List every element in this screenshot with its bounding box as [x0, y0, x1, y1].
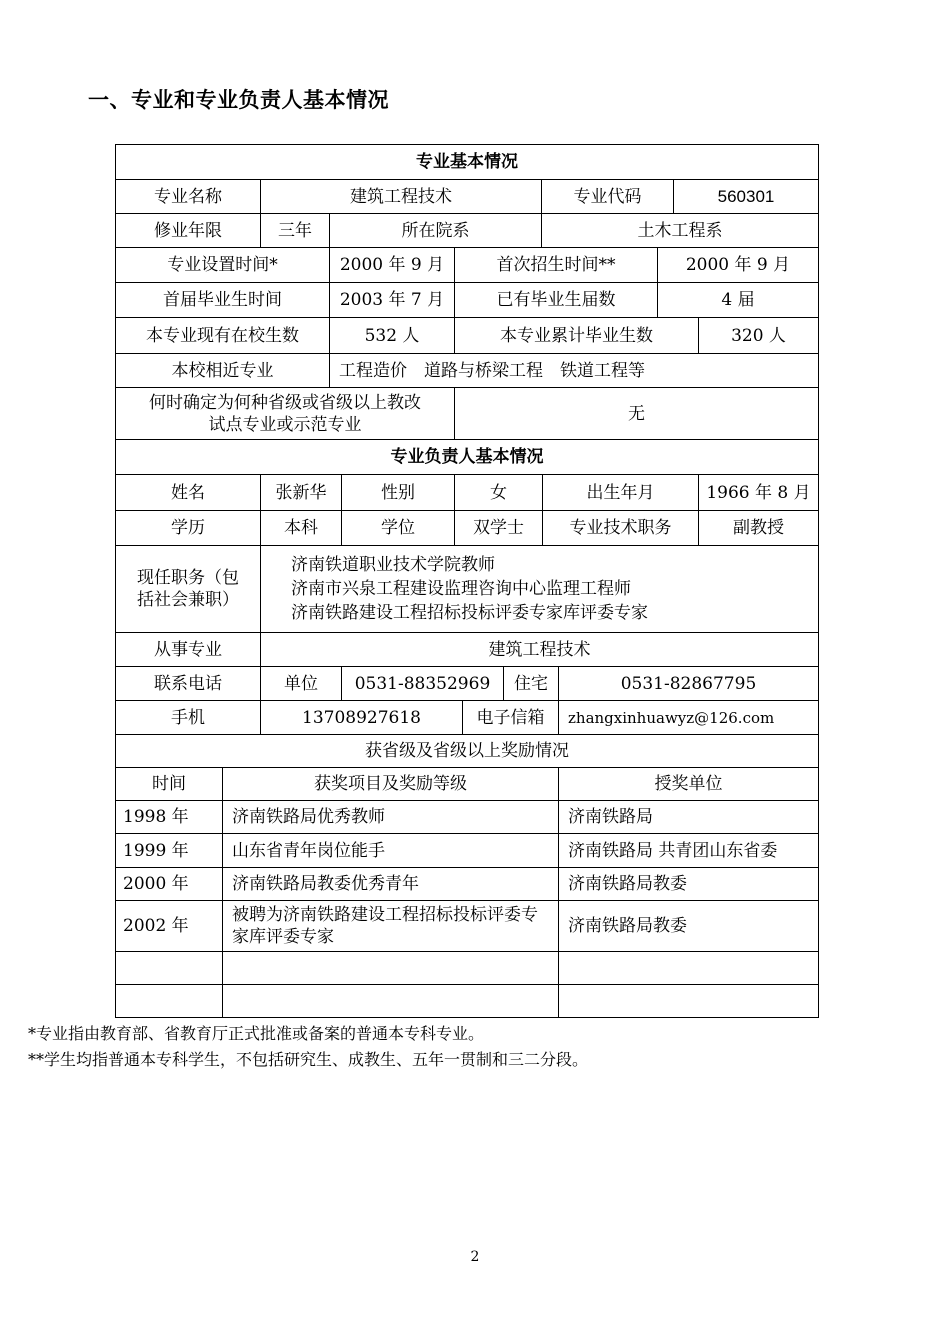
email-value: zhangxinhuawyz@126.com — [558, 700, 819, 735]
pilot-label-line-1: 何时确定为何种省级或省级以上教改 — [149, 392, 421, 413]
field-label: 从事专业 — [115, 632, 261, 667]
major-code-label: 专业代码 — [541, 179, 674, 214]
gender-value: 女 — [454, 474, 543, 511]
position-item: 济南市兴泉工程建设监理咨询中心监理工程师 — [291, 579, 631, 599]
edu-value: 本科 — [260, 510, 342, 546]
established-label: 专业设置时间* — [115, 247, 330, 283]
established-value: 2000 年 9 月 — [329, 247, 455, 283]
birth-label: 出生年月 — [542, 474, 699, 511]
total-grads-value: 320 人 — [698, 317, 819, 354]
position-label — [115, 545, 261, 633]
grad-classes-label: 已有毕业生届数 — [454, 282, 658, 318]
first-enroll-value: 2000 年 9 月 — [657, 247, 819, 283]
empty-cell — [222, 984, 559, 1018]
gender-label: 性别 — [341, 474, 455, 511]
award-time: 1998 年 — [115, 800, 223, 834]
dept-value: 土木工程系 — [541, 213, 819, 248]
major-code-value: 560301 — [673, 179, 819, 214]
dept-label: 所在院系 — [329, 213, 542, 248]
award-item: 山东省青年岗位能手 — [222, 833, 559, 868]
students-label: 本专业现有在校生数 — [115, 317, 330, 354]
major-name-label: 专业名称 — [115, 179, 261, 214]
name-value: 张新华 — [260, 474, 342, 511]
awards-header: 获省级及省级以上奖励情况 — [115, 734, 819, 768]
empty-cell — [558, 984, 819, 1018]
total-grads-label: 本专业累计毕业生数 — [454, 317, 699, 354]
home-phone-value: 0531-82867795 — [558, 666, 819, 701]
award-unit: 济南铁路局 共青团山东省委 — [558, 833, 819, 868]
award-item: 济南铁路局优秀教师 — [222, 800, 559, 834]
work-phone-value: 0531-88352969 — [341, 666, 504, 701]
award-unit: 济南铁路局教委 — [558, 867, 819, 901]
work-label: 单位 — [260, 666, 342, 701]
title-value: 副教授 — [698, 510, 819, 546]
students-value: 532 人 — [329, 317, 455, 354]
empty-cell — [115, 951, 223, 985]
related-value: 工程造价 道路与桥梁工程 铁道工程等 — [329, 353, 819, 388]
edu-label: 学历 — [115, 510, 261, 546]
award-time: 2000 年 — [115, 867, 223, 901]
award-unit: 济南铁路局 — [558, 800, 819, 834]
mobile-label: 手机 — [115, 700, 261, 735]
leader-info-header: 专业负责人基本情况 — [115, 439, 819, 475]
position-item: 济南铁道职业技术学院教师 — [291, 555, 495, 575]
years-label: 修业年限 — [115, 213, 261, 248]
field-value: 建筑工程技术 — [260, 632, 819, 667]
award-time: 2002 年 — [115, 900, 223, 952]
name-label: 姓名 — [115, 474, 261, 511]
years-value: 三年 — [260, 213, 330, 248]
degree-label: 学位 — [341, 510, 455, 546]
empty-cell — [222, 951, 559, 985]
pilot-value: 无 — [454, 387, 819, 440]
position-label-line-1: 现任职务（包 — [137, 568, 239, 588]
mobile-value: 13708927618 — [260, 700, 463, 735]
page-number: 2 — [470, 1249, 480, 1265]
award-time: 1999 年 — [115, 833, 223, 868]
related-label: 本校相近专业 — [115, 353, 330, 388]
email-label: 电子信箱 — [462, 700, 559, 735]
award-unit: 济南铁路局教委 — [558, 900, 819, 952]
position-list — [260, 545, 819, 633]
position-label-line-2: 括社会兼职） — [137, 590, 239, 610]
basic-info-header: 专业基本情况 — [115, 144, 819, 180]
award-item: 济南铁路局教委优秀青年 — [222, 867, 559, 901]
title-label: 专业技术职务 — [542, 510, 699, 546]
pilot-label-line-2: 试点专业或示范专业 — [208, 414, 362, 435]
major-name-value: 建筑工程技术 — [260, 179, 542, 214]
degree-value: 双学士 — [454, 510, 543, 546]
empty-cell — [558, 951, 819, 985]
grad-classes-value: 4 届 — [657, 282, 819, 318]
birth-value: 1966 年 8 月 — [698, 474, 819, 511]
section-title: 一、专业和专业负责人基本情况 — [88, 88, 389, 112]
awards-col-time: 时间 — [115, 767, 223, 801]
awards-col-item: 获奖项目及奖励等级 — [222, 767, 559, 801]
phone-label: 联系电话 — [115, 666, 261, 701]
first-enroll-label: 首次招生时间** — [454, 247, 658, 283]
empty-cell — [115, 984, 223, 1018]
footnote-1: *专业指由教育部、省教育厅正式批准或备案的普通本专科专业。 — [28, 1024, 485, 1043]
award-item: 被聘为济南铁路建设工程招标投标评委专家库评委专家 — [222, 900, 559, 952]
first-grad-label: 首届毕业生时间 — [115, 282, 330, 318]
home-label: 住宅 — [503, 666, 559, 701]
awards-col-unit: 授奖单位 — [558, 767, 819, 801]
pilot-label — [115, 387, 455, 440]
first-grad-value: 2003 年 7 月 — [329, 282, 455, 318]
position-item: 济南铁路建设工程招标投标评委专家库评委专家 — [291, 603, 648, 623]
footnote-2: **学生均指普通本专科学生，不包括研究生、成教生、五年一贯制和三二分段。 — [28, 1050, 589, 1069]
